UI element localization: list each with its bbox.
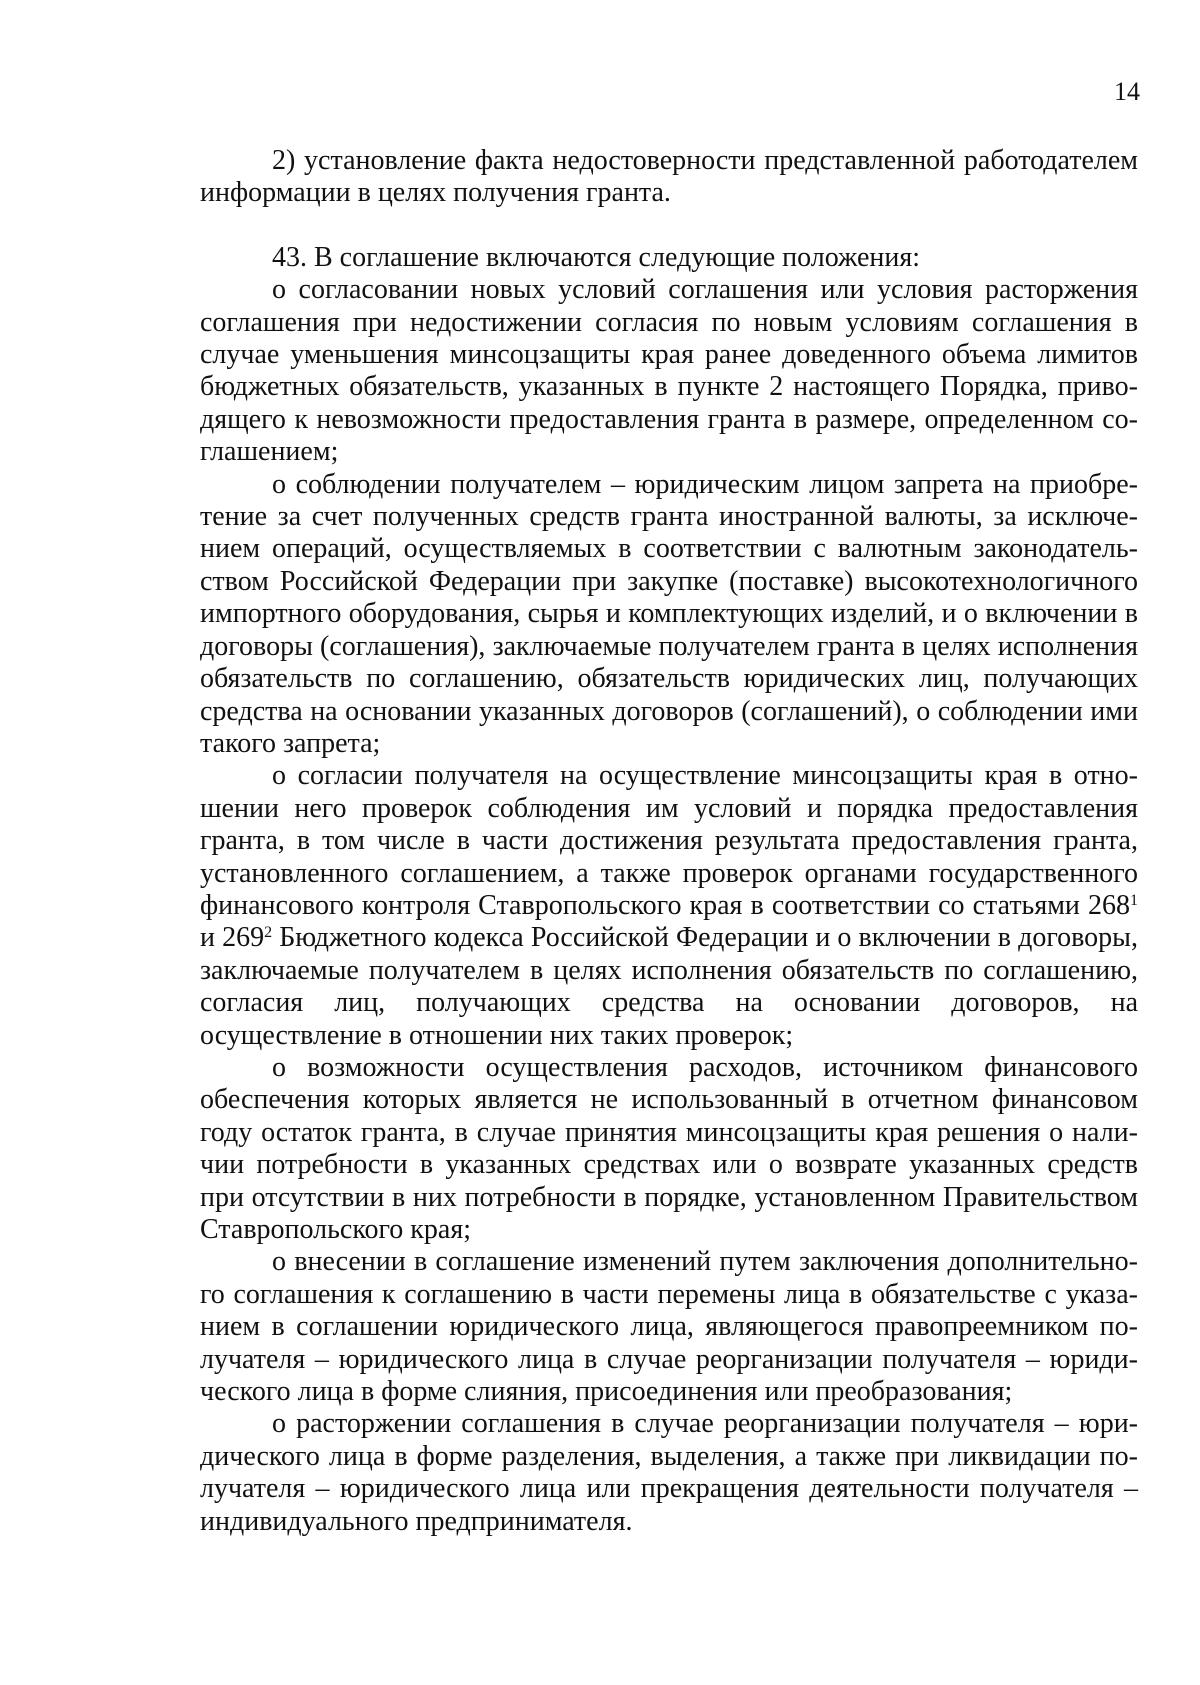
paragraph-termination: о расторжении соглашения в случае реорганизации получателя – юридического лица в форме разделения, выделения, а также при ликвидации получателя – юридического лица или прекращения деятельности получателя – индивидуального предпринимателя.	[200, 1408, 1138, 1537]
page-number: 14	[1114, 77, 1140, 106]
paragraph-amendments: о внесении в соглашение изменений путем заключения дополнительного соглашения к соглашению в части перемены лица в обязательстве с указанием в соглашении юридического лица, являющегося правопреемником получателя – юридического лица в случае реорганизации получателя – юридического лица в форме слияния, присоединения или преобразования;	[200, 1246, 1138, 1408]
document-body	[200, 145, 1138, 1538]
paragraph-unused-balance: о возможности осуществления расходов, источником финансового обеспечения которых является не использованный в отчетном финансовом году остаток гранта, в случае принятия минсоцзащиты края решения о наличии потребности в указанных средствах или о возврате указанных средств при отсутствии в них потребности в порядке, установленном Правительством Ставропольского края;	[200, 1051, 1138, 1245]
inspections-text-middle: и 269	[200, 922, 265, 954]
inspections-text-after: Бюджетного кодекса Российской Федерации и о включении в договоры, заключаемые получателем в целях исполнения обязательств по соглашению, согласия лиц, получающих средства на основании договоров, на осуществление в отношении них таких проверок;	[200, 922, 1138, 1051]
paragraph-inspections-consent	[200, 760, 1138, 1052]
paragraph-spacer	[200, 210, 1138, 242]
superscript-1: 1	[1130, 892, 1138, 910]
paragraph-item-2: 2) установление факта недостоверности представленной работодателем информации в целях получения гранта.	[200, 145, 1138, 209]
paragraph-new-conditions: о согласовании новых условий соглашения или условия расторжения соглашения при недостижении согласия по новым условиям соглашения в случае уменьшения минсоцзащиты края ранее доведенного объема лимитов бюджетных обязательств, указанных в пункте 2 настоящего Порядка, приводящего к невозможности предоставления гранта в размере, определенном соглашением;	[200, 274, 1138, 468]
inspections-text-before: о согласии получателя на осуществление минсоцзащиты края в отношении него проверок соблюдения им условий и порядка предоставления гранта, в том числе в части достижения результата предоставления гранта, установленного соглашением, а также проверок органами государственного финансового контроля Ставропольского края в соответствии со статьями 268	[200, 760, 1138, 921]
paragraph-section-43: 43. В соглашение включаются следующие положения:	[272, 241, 921, 273]
paragraph-currency-ban: о соблюдении получателем – юридическим лицом запрета на приобретение за счет полученных средств гранта иностранной валюты, за исключением операций, осуществляемых в соответствии с валютным законодательством Российской Федерации при закупке (поставке) высокотехнологичного импортного оборудования, сырья и комплектующих изделий, и о включении в договоры (соглашения), заключаемые получателем гранта в целях исполнения обязательств по соглашению, обязательств юридических лиц, получающих средства на основании указанных договоров (соглашений), о соблюдении ими такого запрета;	[200, 468, 1138, 759]
superscript-2: 2	[264, 924, 273, 942]
